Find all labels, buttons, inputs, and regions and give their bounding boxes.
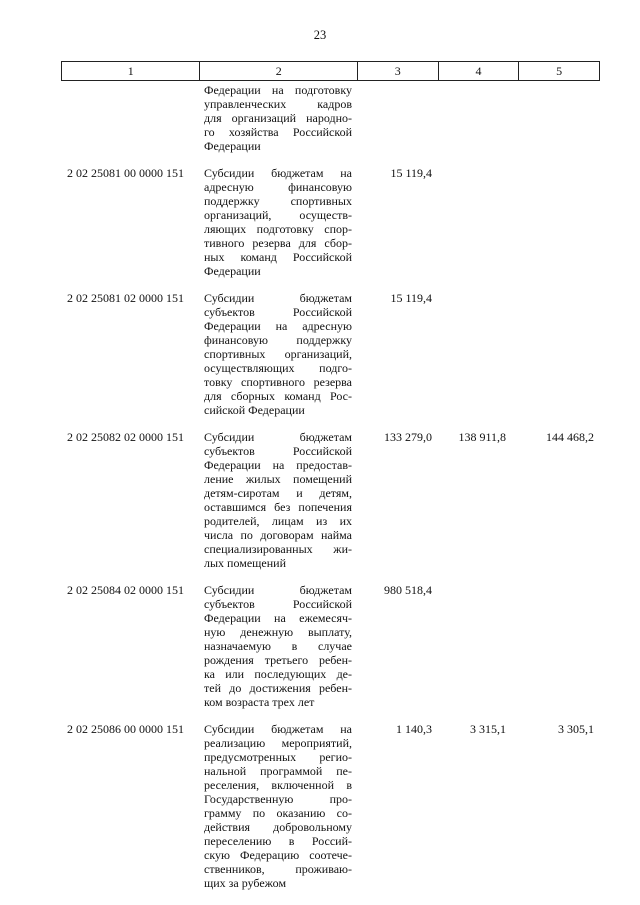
description-line: субъектов Российской [204,597,352,611]
description-line: Субсидии бюджетам на [204,166,352,180]
description-line: оставшимся без попечения [204,500,352,514]
description-line: ную денежную выплату, [204,625,352,639]
description-line: субъектов Российской [204,305,352,319]
row-code: 2 02 25084 02 0000 151 [67,583,184,597]
description-line: реализацию мероприятий, [204,736,352,750]
row-value-col-3: 133 279,0 [384,430,432,444]
row-value-col-4: 3 315,1 [470,722,506,736]
description-line: товку спортивного резерва [204,375,352,389]
description-line: действия добровольному [204,820,352,834]
row-code: 2 02 25081 02 0000 151 [67,291,184,305]
row-value-col-3: 1 140,3 [396,722,432,736]
row-value-col-5 [519,582,600,709]
row-value-col-3: 15 119,4 [390,291,432,305]
description-line: организаций, осуществ- [204,208,352,222]
table-row [61,429,600,570]
description-line: го хозяйства Российской [204,125,352,139]
description-line: специализированных жи- [204,542,352,556]
row-description [199,82,357,153]
row-description [199,582,357,709]
description-line: Федерации на адресную [204,319,352,333]
header-col-4: 4 [438,62,519,80]
description-line: субъектов Российской [204,444,352,458]
table-row [61,721,600,890]
description-line: Субсидии бюджетам [204,583,352,597]
description-line: нальной программой пе- [204,764,352,778]
header-col-3: 3 [357,62,438,80]
page-number: 23 [313,28,327,42]
description-line: Субсидии бюджетам [204,430,352,444]
description-line: ственников, проживаю- [204,862,352,876]
description-line: назначаемую в случае [204,639,352,653]
row-value-col-3: 980 518,4 [384,583,432,597]
description-line: Федерации на предостав- [204,458,352,472]
description-line: Государственную про- [204,792,352,806]
description-line: ка или последующих де- [204,667,352,681]
header-col-5: 5 [518,62,599,80]
row-value-col-5 [519,82,600,153]
description-line: родителей, лицам из их [204,514,352,528]
table-body [61,82,600,890]
description-line: Федерации [204,264,261,278]
table-row [61,165,600,278]
description-line: ление жилых помещений [204,472,352,486]
row-code: 2 02 25086 00 0000 151 [67,722,184,736]
row-value-col-4: 138 911,8 [458,430,506,444]
row-description [199,721,357,890]
description-line: спортивных организаций, [204,347,352,361]
row-value-col-5 [519,165,600,278]
description-line: лых помещений [204,556,286,570]
description-line: Субсидии бюджетам на [204,722,352,736]
row-description [199,429,357,570]
description-line: переселению в Россий- [204,834,352,848]
row-value-col-5 [519,290,600,417]
description-line: щих за рубежом [204,876,287,890]
row-code: 2 02 25081 00 0000 151 [67,166,184,180]
table-row [61,82,600,153]
row-value-col-3 [357,82,438,153]
description-line: Федерации на ежемесяч- [204,611,352,625]
description-line: управленческих кадров [204,97,352,111]
description-line: числа по договорам найма [204,528,352,542]
description-line: ком возраста трех лет [204,695,315,709]
description-line: тивного резерва для сбор- [204,236,352,250]
description-line: для организаций народно- [204,111,352,125]
description-line: сийской Федерации [204,403,305,417]
table-header [61,61,600,81]
table-row [61,582,600,709]
description-line: грамму по оказанию со- [204,806,352,820]
row-value-col-4 [438,290,519,417]
description-line: поддержку спортивных [204,194,352,208]
header-col-1: 1 [127,64,134,78]
description-line: осуществляющих подго- [204,361,352,375]
description-line: Федерации [204,139,261,153]
description-line: Субсидии бюджетам [204,291,352,305]
row-description [199,165,357,278]
description-line: ляющих подготовку спор- [204,222,352,236]
description-line: для сборных команд Рос- [204,389,352,403]
description-line: адресную финансовую [204,180,352,194]
row-code: 2 02 25082 02 0000 151 [67,430,184,444]
row-value-col-4 [438,582,519,709]
row-value-col-4 [438,82,519,153]
header-col-2: 2 [199,62,356,80]
description-line: детям-сиротам и детям, [204,486,352,500]
description-line: предусмотренных регио- [204,750,352,764]
table-row [61,290,600,417]
row-value-col-5: 144 468,2 [546,430,594,444]
row-value-col-5: 3 305,1 [558,722,594,736]
description-line: Федерации на подготовку [204,83,352,97]
description-line: тей до достижения ребен- [204,681,352,695]
row-description [199,290,357,417]
description-line: реселения, включенной в [204,778,352,792]
description-line: скую Федерацию соотече- [204,848,352,862]
row-value-col-3: 15 119,4 [390,166,432,180]
description-line: финансовую поддержку [204,333,352,347]
description-line: ных команд Российской [204,250,352,264]
description-line: рождения третьего ребен- [204,653,352,667]
row-code [61,82,199,153]
row-value-col-4 [438,165,519,278]
